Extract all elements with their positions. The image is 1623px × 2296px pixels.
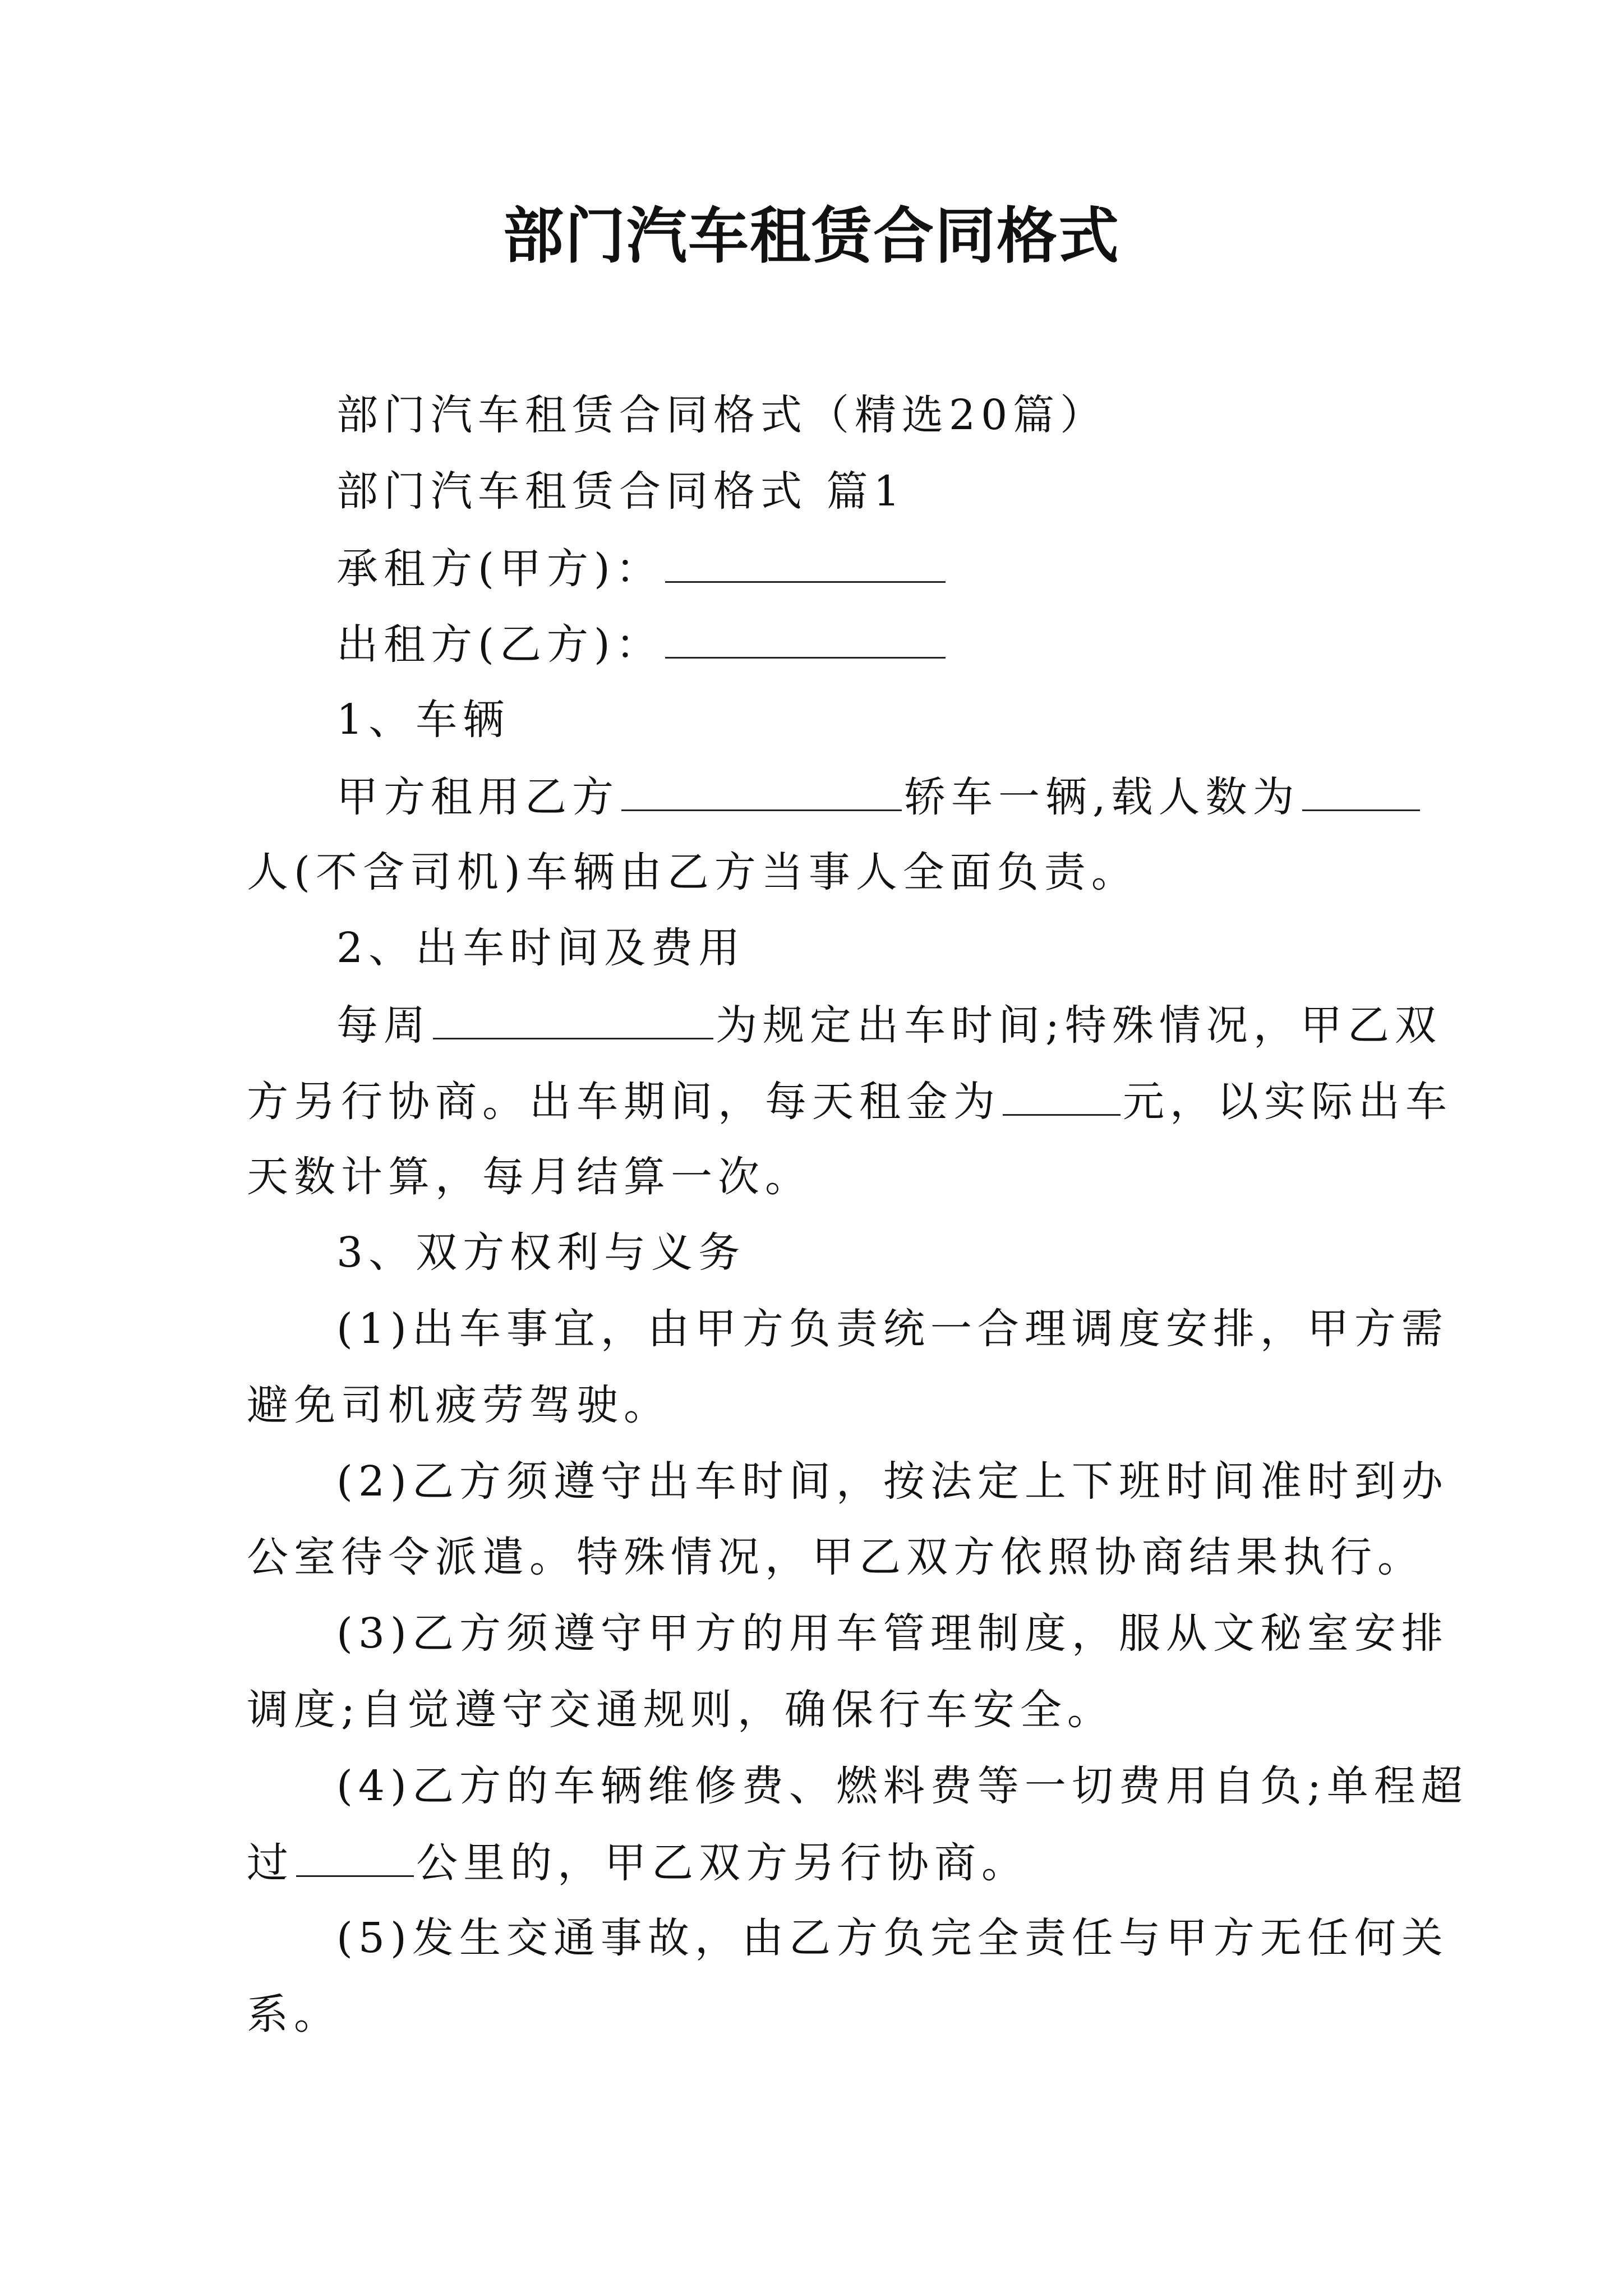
section-2-line-3: 天数计算，每月结算一次。: [247, 1153, 812, 1201]
passenger-count-blank: [1302, 768, 1420, 811]
item-3-line-1: (3)乙方须遵守甲方的用车管理制度，服从文秘室安排: [336, 1609, 1449, 1658]
lessor-line: [336, 615, 948, 673]
section-2-text-a: 每周: [336, 1001, 431, 1050]
section-1-text-a: 甲方租用乙方: [336, 773, 619, 821]
distance-blank: [296, 1834, 414, 1877]
item-4-line-2: [247, 1834, 1029, 1891]
section-1-line-2: 人(不含司机)车辆由乙方当事人全面负责。: [247, 848, 1138, 896]
car-model-blank: [621, 768, 902, 811]
item-5-line-1: (5)发生交通事故，由乙方负完全责任与甲方无任何关: [336, 1914, 1449, 1962]
subtitle: 部门汽车租赁合同格式（精选20篇）: [336, 391, 1108, 439]
item-2-line-1: (2)乙方须遵守出车时间，按法定上下班时间准时到办: [336, 1457, 1449, 1506]
section-2-line-1: [336, 996, 1442, 1053]
item-4-text-a: 过: [247, 1839, 294, 1887]
section-2-text-d: 元，以实际出车: [1123, 1078, 1453, 1126]
lessee-label: 承租方(甲方)：: [336, 545, 663, 593]
section-2-text-b: 为规定出车时间;特殊情况，甲乙双: [716, 1001, 1442, 1050]
lessee-blank: [665, 540, 946, 583]
weekday-blank: [433, 996, 713, 1039]
section-3-heading: 3、双方权利与义务: [336, 1228, 746, 1277]
lessor-blank: [665, 615, 946, 659]
item-5-line-2: 系。: [247, 1990, 341, 2039]
document-title: 部门汽车租赁合同格式: [502, 201, 1120, 272]
daily-rent-blank: [1003, 1073, 1121, 1116]
chapter-heading: 部门汽车租赁合同格式 篇1: [336, 467, 906, 516]
section-1-text-b: 轿车一辆,载人数为: [904, 773, 1300, 821]
lessee-line: [336, 540, 948, 597]
item-4-line-1: (4)乙方的车辆维修费、燃料费等一切费用自负;单程超: [336, 1762, 1468, 1810]
section-1-line-1: [336, 768, 1422, 825]
item-3-line-2: 调度;自觉遵守交通规则，确保行车安全。: [247, 1686, 1114, 1734]
item-4-text-b: 公里的，甲乙双方另行协商。: [416, 1839, 1029, 1887]
item-1-line-2: 避免司机疲劳驾驶。: [247, 1381, 671, 1429]
section-2-line-2: [247, 1073, 1453, 1130]
section-2-text-c: 方另行协商。出车期间，每天租金为: [247, 1078, 1000, 1126]
section-2-heading: 2、出车时间及费用: [336, 924, 746, 972]
section-1-heading: 1、车辆: [336, 696, 510, 744]
item-1-line-1: (1)出车事宜，由甲方负责统一合理调度安排，甲方需: [336, 1305, 1449, 1353]
item-2-line-2: 公室待令派遣。特殊情况，甲乙双方依照协商结果执行。: [247, 1533, 1424, 1581]
lessor-label: 出租方(乙方)：: [336, 620, 663, 669]
